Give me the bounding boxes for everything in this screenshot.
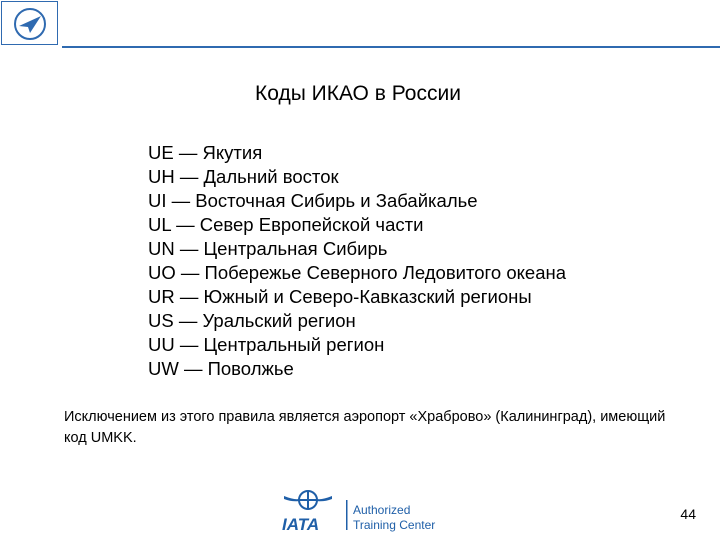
exception-note: Исключением из этого правила является аэропорт «Храброво» (Калининград), имеющий код UMKK. xyxy=(64,409,666,446)
list-item: UO — Побережье Северного Ледовитого океана xyxy=(148,262,566,283)
list-item: US — Уральский регион xyxy=(148,310,356,331)
paper-plane-icon xyxy=(10,6,50,42)
iata-globe-logo xyxy=(284,491,332,509)
list-item: UL — Север Европейской части xyxy=(148,214,424,235)
iata-logo xyxy=(280,488,450,534)
list-item: UW — Поволжье xyxy=(148,358,294,379)
slide-title xyxy=(0,82,720,106)
list-item: UE — Якутия xyxy=(148,142,263,163)
list-item: UR — Южный и Северо-Кавказский регионы xyxy=(148,286,532,307)
list-item: UU — Центральный регион xyxy=(148,334,385,355)
logo-line-authorized: Authorized xyxy=(353,503,411,517)
header-rule xyxy=(62,46,720,48)
logo-line-training: Training Center xyxy=(353,518,436,532)
list-item: UI — Восточная Сибирь и Забайкалье xyxy=(148,190,478,211)
header-band xyxy=(0,0,720,48)
iata-wordmark: IATA xyxy=(282,515,320,534)
slide-title-text: Коды ИКАО в России xyxy=(255,82,461,105)
page-number: 44 xyxy=(680,506,696,522)
header-logo xyxy=(1,1,58,45)
list-item: UN — Центральная Сибирь xyxy=(148,238,388,259)
list-item: UH — Дальний восток xyxy=(148,166,339,187)
icao-code-list xyxy=(148,141,566,381)
